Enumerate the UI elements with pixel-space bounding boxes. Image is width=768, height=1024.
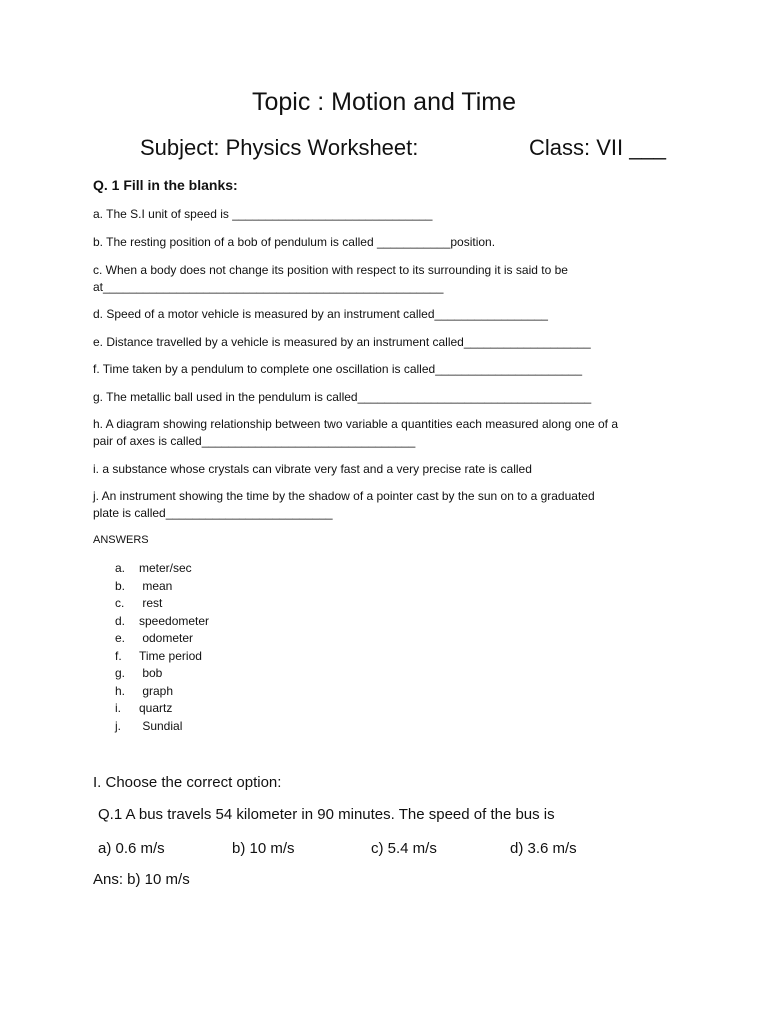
question-g [93,389,591,406]
answer-letter: f. [115,649,122,663]
answer-item [115,614,209,628]
answer-text: speedometer [139,614,210,628]
question-text: j. An instrument showing the time by the shadow of a pointer cast by the sun on to a graduated [93,489,595,503]
answer-letter: j. [115,719,121,733]
mcq-question: Q.1 A bus travels 54 kilometer in 90 minutes. The speed of the bus is [98,806,555,823]
answer-letter: h. [115,684,126,698]
answer-item [115,596,162,610]
answer-letter: i. [115,701,121,715]
answer-item [115,684,173,698]
question-text-continued: pair of axes is called________________________________ [93,434,416,448]
answer-item [115,666,162,680]
question-b [93,234,495,251]
answer-letter: b. [115,579,126,593]
answer-item [115,579,172,593]
answer-letter: e. [115,631,126,645]
question-text-continued: plate is called_________________________ [93,506,333,520]
question-h [93,416,618,450]
question-e [93,334,591,351]
question-text: i. a substance whose crystals can vibrate very fast and a very precise rate is called [93,462,532,476]
worksheet-topic: Topic : Motion and Time [251,88,516,116]
mcq-option-c: c) 5.4 m/s [371,840,437,857]
answer-text: quartz [139,701,173,715]
question-text: g. The metallic ball used in the pendulum is called___________________________________ [93,390,592,404]
answer-text: bob [139,666,163,680]
question-c [93,262,568,296]
section1-title: Q. 1 Fill in the blanks: [93,177,238,193]
answers-title: ANSWERS [93,534,149,546]
question-d [93,306,548,323]
section2-title: I. Choose the correct option: [93,774,282,791]
answer-letter: g. [115,666,126,680]
mcq-option-b: b) 10 m/s [232,840,295,857]
answer-letter: c. [115,596,125,610]
question-text: f. Time taken by a pendulum to complete one oscillation is called______________________ [93,362,583,376]
question-text: c. When a body does not change its position with respect to its surrounding it is said to be [93,263,568,277]
question-text: d. Speed of a motor vehicle is measured by an instrument called_________________ [93,307,548,321]
answer-item [115,719,182,733]
answer-item [115,631,193,645]
answer-item [115,561,192,575]
answer-text: rest [139,596,163,610]
worksheet-class: Class: VII ___ [529,135,666,160]
question-i [93,461,532,478]
worksheet-subject: Subject: Physics Worksheet: [140,135,419,160]
answer-letter: a. [115,561,126,575]
answer-text: odometer [139,631,194,645]
answer-text: graph [139,684,174,698]
mcq-option-d: d) 3.6 m/s [510,840,577,857]
answer-item [115,649,202,663]
question-text: e. Distance travelled by a vehicle is measured by an instrument called___________________ [93,335,591,349]
question-f [93,361,582,378]
question-text: a. The S.I unit of speed is ______________________________ [93,207,433,221]
question-j [93,488,595,522]
answer-text: mean [139,579,173,593]
mcq-option-a: a) 0.6 m/s [98,840,165,857]
answer-text: Sundial [139,719,183,733]
question-a [93,206,432,223]
question-text-continued: at___________________________________________________ [93,280,444,294]
answer-letter: d. [115,614,126,628]
answer-text: Time period [139,649,202,663]
mcq-answer: Ans: b) 10 m/s [93,871,190,888]
question-text: b. The resting position of a bob of pendulum is called ___________position. [93,235,496,249]
question-text: h. A diagram showing relationship between two variable a quantities each measured along one of a [93,417,619,431]
answer-text: meter/sec [139,561,192,575]
answer-item [115,701,172,715]
